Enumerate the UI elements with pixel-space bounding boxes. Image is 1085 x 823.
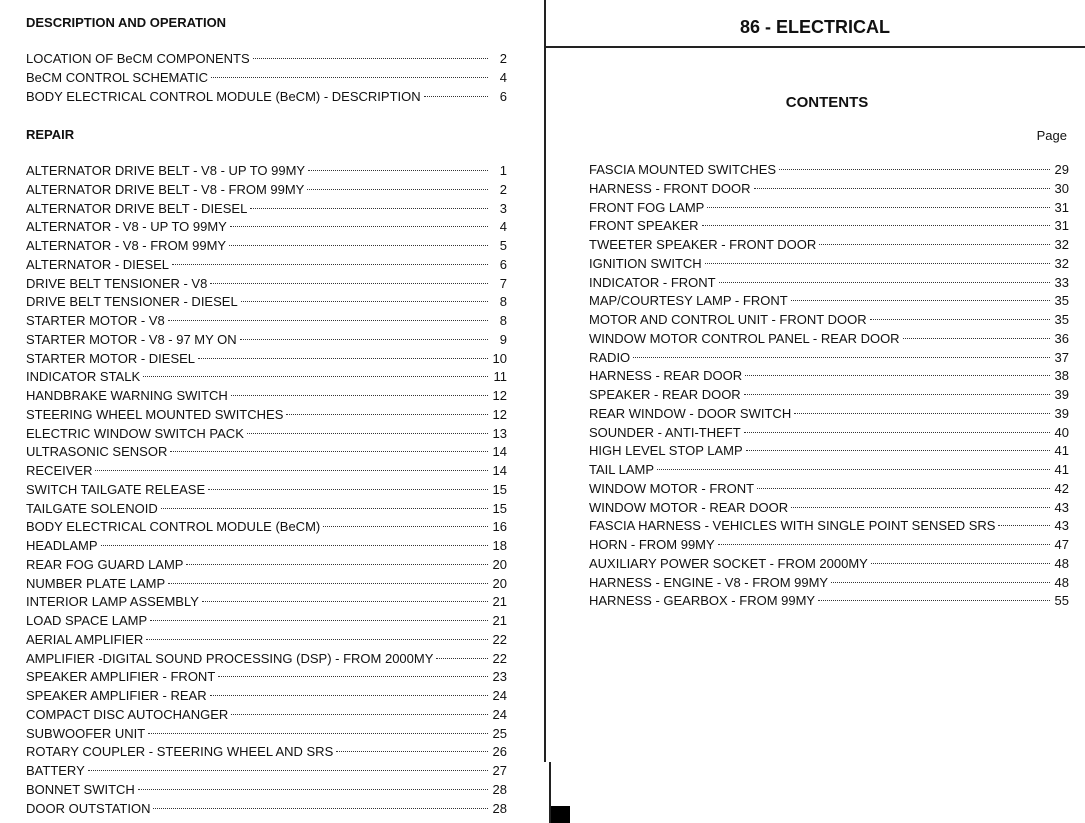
toc-entry xyxy=(589,199,1069,218)
toc-entry xyxy=(26,781,507,800)
dot-leader xyxy=(746,450,1050,451)
toc-entry-title: SPEAKER AMPLIFIER - REAR xyxy=(26,688,207,703)
dot-leader xyxy=(831,582,1049,583)
toc-entry-page: 42 xyxy=(1054,480,1069,496)
toc-entry-title: SUBWOOFER UNIT xyxy=(26,725,146,741)
toc-entry-title: ALTERNATOR - DIESEL xyxy=(26,256,170,272)
dot-leader xyxy=(754,188,1050,189)
toc-entry-title: FASCIA HARNESS - VEHICLES WITH SINGLE POINT SENSED SRS xyxy=(589,518,996,534)
dot-leader xyxy=(210,283,488,284)
dot-leader xyxy=(168,583,487,584)
toc-entry-title: IGNITION SWITCH xyxy=(589,255,702,271)
dot-leader xyxy=(718,544,1050,545)
toc-entry-page: 29 xyxy=(1054,162,1069,177)
toc-entry-title: HIGH LEVEL STOP LAMP xyxy=(589,443,743,459)
toc-entry xyxy=(26,762,507,781)
dot-leader xyxy=(168,320,488,321)
toc-entry xyxy=(26,406,507,425)
toc-entry-page: 28 xyxy=(492,800,507,816)
toc-entry-title: COMPACT DISC AUTOCHANGER xyxy=(26,706,229,722)
toc-entry-title: DOOR OUTSTATION xyxy=(26,800,151,816)
toc-entry xyxy=(589,386,1069,405)
toc-entry-title: STARTER MOTOR - DIESEL xyxy=(26,350,196,366)
toc-entry xyxy=(26,50,507,69)
dot-leader xyxy=(247,433,488,434)
toc-entry xyxy=(26,69,507,88)
dot-leader xyxy=(903,338,1050,339)
toc-entry xyxy=(589,217,1069,236)
toc-entry xyxy=(26,518,507,537)
dot-leader xyxy=(148,733,487,734)
toc-entry-page: 47 xyxy=(1054,537,1069,552)
toc-entry-title: FASCIA MOUNTED SWITCHES xyxy=(589,162,777,177)
toc-entry xyxy=(26,650,507,669)
toc-entry xyxy=(589,555,1069,574)
toc-entry-title: WINDOW MOTOR CONTROL PANEL - REAR DOOR xyxy=(589,330,900,346)
dot-leader xyxy=(230,226,488,227)
toc-entry xyxy=(26,425,507,444)
toc-entry-page: 43 xyxy=(1054,499,1069,515)
description-toc-list xyxy=(26,50,507,106)
toc-entry xyxy=(589,330,1069,349)
toc-entry xyxy=(26,612,507,631)
toc-entry-title: MAP/COURTESY LAMP - FRONT xyxy=(589,293,788,309)
toc-entry-title: STEERING WHEEL MOUNTED SWITCHES xyxy=(26,406,284,422)
toc-entry-page: 21 xyxy=(492,613,507,628)
toc-entry-title: NUMBER PLATE LAMP xyxy=(26,575,166,591)
toc-entry xyxy=(26,443,507,462)
toc-entry xyxy=(26,181,507,200)
toc-entry xyxy=(26,631,507,650)
toc-entry-title: BODY ELECTRICAL CONTROL MODULE (BeCM) - DESCRIPTION xyxy=(26,88,421,104)
toc-entry xyxy=(26,556,507,575)
toc-entry-title: INDICATOR - FRONT xyxy=(589,274,716,290)
toc-entry-page: 41 xyxy=(1054,443,1069,459)
toc-entry-title: ELECTRIC WINDOW SWITCH PACK xyxy=(26,425,244,441)
toc-entry-title: SPEAKER AMPLIFIER - FRONT xyxy=(26,669,216,685)
dot-leader xyxy=(870,319,1050,320)
toc-entry-title: SPEAKER - REAR DOOR xyxy=(589,387,741,402)
toc-entry-title: AERIAL AMPLIFIER xyxy=(26,631,144,647)
toc-entry xyxy=(26,350,507,369)
toc-entry-page: 6 xyxy=(499,88,507,104)
toc-entry-title: ALTERNATOR DRIVE BELT - V8 - UP TO 99MY xyxy=(26,163,306,178)
dot-leader xyxy=(202,601,488,602)
toc-entry-page: 41 xyxy=(1054,462,1069,477)
contents-title: CONTENTS xyxy=(785,94,869,111)
toc-entry-title: BODY ELECTRICAL CONTROL MODULE (BeCM) xyxy=(26,519,321,535)
toc-entry-page: 5 xyxy=(499,238,507,253)
toc-entry-page: 32 xyxy=(1054,237,1069,252)
dot-leader xyxy=(250,208,488,209)
toc-entry xyxy=(26,88,507,107)
dot-leader xyxy=(138,789,488,790)
toc-entry-page: 40 xyxy=(1054,424,1069,440)
dot-leader xyxy=(241,301,488,302)
toc-entry xyxy=(26,387,507,406)
toc-entry-title: ROTARY COUPLER - STEERING WHEEL AND SRS xyxy=(26,744,334,760)
toc-entry-title: REAR FOG GUARD LAMP xyxy=(26,556,184,572)
toc-entry-title: ALTERNATOR - V8 - UP TO 99MY xyxy=(26,219,227,235)
toc-entry-page: 18 xyxy=(492,538,507,553)
dot-leader xyxy=(153,808,487,809)
dot-leader xyxy=(744,432,1050,433)
dot-leader xyxy=(231,395,488,396)
toc-entry xyxy=(26,743,507,762)
toc-entry-page: 26 xyxy=(492,744,507,760)
toc-entry-title: DRIVE BELT TENSIONER - DIESEL xyxy=(26,294,238,310)
chapter-title: 86 - ELECTRICAL xyxy=(739,17,890,37)
toc-entry xyxy=(589,349,1069,368)
toc-entry-title: WINDOW MOTOR - REAR DOOR xyxy=(589,499,789,515)
dot-leader xyxy=(231,714,487,715)
toc-entry xyxy=(26,200,507,219)
contents-toc-list xyxy=(589,161,1069,611)
toc-entry-title: HANDBRAKE WARNING SWITCH xyxy=(26,388,228,403)
toc-entry-title: TWEETER SPEAKER - FRONT DOOR xyxy=(589,237,817,252)
toc-entry-page: 23 xyxy=(492,669,507,685)
toc-entry-title: TAIL LAMP xyxy=(589,462,655,477)
toc-entry xyxy=(26,312,507,331)
dot-leader xyxy=(198,358,488,359)
dot-leader xyxy=(779,169,1049,170)
toc-entry xyxy=(26,668,507,687)
toc-entry xyxy=(589,536,1069,555)
toc-entry-page: 12 xyxy=(492,406,507,422)
toc-entry-title: MOTOR AND CONTROL UNIT - FRONT DOOR xyxy=(589,312,867,327)
toc-entry-title: FRONT SPEAKER xyxy=(589,218,699,234)
toc-entry-page: 4 xyxy=(499,69,507,85)
toc-entry-page: 21 xyxy=(492,594,507,610)
dot-leader xyxy=(101,545,488,546)
toc-entry-title: WINDOW MOTOR - FRONT xyxy=(589,480,755,496)
dot-leader xyxy=(172,264,488,265)
toc-entry-page: 39 xyxy=(1054,387,1069,402)
toc-entry-title: AUXILIARY POWER SOCKET - FROM 2000MY xyxy=(589,555,868,571)
toc-entry xyxy=(589,255,1069,274)
dot-leader xyxy=(308,170,488,171)
toc-entry-page: 31 xyxy=(1054,199,1069,215)
toc-entry-page: 35 xyxy=(1054,312,1069,327)
repair-heading: REPAIR xyxy=(26,127,75,142)
toc-entry-title: RECEIVER xyxy=(26,463,93,478)
dot-leader xyxy=(307,189,488,190)
dot-leader xyxy=(211,77,488,78)
toc-entry-page: 24 xyxy=(492,688,507,703)
toc-entry xyxy=(26,687,507,706)
column-divider xyxy=(544,0,546,762)
toc-entry-title: LOCATION OF BeCM COMPONENTS xyxy=(26,51,250,66)
dot-leader xyxy=(702,225,1050,226)
toc-entry-page: 22 xyxy=(492,650,507,666)
toc-entry-title: RADIO xyxy=(589,349,631,365)
dot-leader xyxy=(818,600,1049,601)
toc-entry xyxy=(26,462,507,481)
dot-leader xyxy=(240,339,488,340)
toc-entry xyxy=(26,725,507,744)
dot-leader xyxy=(170,451,487,452)
toc-entry-title: ALTERNATOR - V8 - FROM 99MY xyxy=(26,238,227,253)
toc-entry-page: 12 xyxy=(492,388,507,403)
toc-entry-title: SWITCH TAILGATE RELEASE xyxy=(26,481,206,497)
toc-entry-page: 16 xyxy=(492,519,507,535)
toc-entry-page: 28 xyxy=(492,781,507,797)
dot-leader xyxy=(794,413,1049,414)
toc-entry xyxy=(26,593,507,612)
toc-entry-title: INTERIOR LAMP ASSEMBLY xyxy=(26,594,199,610)
toc-entry-page: 14 xyxy=(492,463,507,478)
toc-entry-title: STARTER MOTOR - V8 - 97 MY ON xyxy=(26,331,237,347)
toc-entry xyxy=(589,274,1069,293)
toc-entry-page: 10 xyxy=(492,350,507,366)
dot-leader xyxy=(871,563,1050,564)
toc-entry xyxy=(26,256,507,275)
toc-entry-page: 8 xyxy=(499,313,507,328)
toc-entry-title: ALTERNATOR DRIVE BELT - DIESEL xyxy=(26,200,248,216)
toc-entry-page: 48 xyxy=(1054,555,1069,571)
toc-entry xyxy=(26,275,507,294)
dot-leader xyxy=(253,58,488,59)
toc-entry xyxy=(26,368,507,387)
dot-leader xyxy=(998,525,1049,526)
toc-entry-page: 1 xyxy=(499,163,507,178)
toc-entry-page: 7 xyxy=(499,275,507,291)
dot-leader xyxy=(757,488,1049,489)
toc-entry-page: 20 xyxy=(492,556,507,572)
dot-leader xyxy=(705,263,1050,264)
page-edge-marker xyxy=(551,806,570,823)
toc-entry xyxy=(589,480,1069,499)
toc-entry-title: ULTRASONIC SENSOR xyxy=(26,444,168,460)
toc-entry-page: 9 xyxy=(499,331,507,347)
toc-entry-page: 55 xyxy=(1054,593,1069,609)
toc-entry-page: 31 xyxy=(1054,218,1069,234)
dot-leader xyxy=(208,489,487,490)
header-rule xyxy=(545,46,1085,48)
dot-leader xyxy=(745,375,1049,376)
toc-entry xyxy=(26,500,507,519)
toc-entry-title: ALTERNATOR DRIVE BELT - V8 - FROM 99MY xyxy=(26,181,305,197)
toc-entry xyxy=(26,706,507,725)
dot-leader xyxy=(719,282,1050,283)
toc-entry xyxy=(26,162,507,181)
toc-entry-title: BATTERY xyxy=(26,763,85,778)
dot-leader xyxy=(707,207,1049,208)
toc-entry xyxy=(589,405,1069,424)
dot-leader xyxy=(633,357,1049,358)
toc-entry-title: INDICATOR STALK xyxy=(26,369,141,385)
dot-leader xyxy=(657,469,1050,470)
toc-entry xyxy=(589,461,1069,480)
dot-leader xyxy=(436,658,487,659)
toc-entry-page: 38 xyxy=(1054,368,1069,384)
toc-entry-page: 4 xyxy=(499,219,507,235)
toc-entry xyxy=(589,424,1069,443)
toc-entry xyxy=(589,499,1069,518)
toc-entry-title: HARNESS - ENGINE - V8 - FROM 99MY xyxy=(589,574,829,590)
toc-entry-page: 27 xyxy=(492,763,507,778)
toc-entry xyxy=(589,292,1069,311)
toc-entry-title: HARNESS - GEARBOX - FROM 99MY xyxy=(589,593,816,609)
toc-entry-page: 48 xyxy=(1054,574,1069,590)
dot-leader xyxy=(161,508,488,509)
dot-leader xyxy=(95,470,487,471)
page-column-label: Page xyxy=(1036,128,1067,143)
dot-leader xyxy=(143,376,488,377)
toc-entry-title: SOUNDER - ANTI-THEFT xyxy=(589,424,741,440)
dot-leader xyxy=(424,96,488,97)
toc-entry xyxy=(26,800,507,819)
toc-entry-page: 39 xyxy=(1054,405,1069,421)
toc-entry-page: 36 xyxy=(1054,330,1069,346)
toc-entry-title: FRONT FOG LAMP xyxy=(589,199,705,215)
dot-leader xyxy=(218,676,487,677)
toc-entry-page: 43 xyxy=(1054,518,1069,534)
toc-entry xyxy=(26,218,507,237)
dot-leader xyxy=(791,300,1050,301)
toc-entry xyxy=(589,236,1069,255)
toc-entry xyxy=(589,592,1069,611)
toc-entry xyxy=(589,161,1069,180)
toc-entry-page: 22 xyxy=(492,631,507,647)
toc-entry-title: LOAD SPACE LAMP xyxy=(26,613,148,628)
toc-entry-title: BONNET SWITCH xyxy=(26,781,135,797)
dot-leader xyxy=(150,620,487,621)
toc-entry xyxy=(589,517,1069,536)
toc-entry-page: 20 xyxy=(492,575,507,591)
toc-entry-page: 32 xyxy=(1054,255,1069,271)
toc-entry-title: DRIVE BELT TENSIONER - V8 xyxy=(26,275,208,291)
dot-leader xyxy=(146,639,487,640)
toc-entry xyxy=(589,180,1069,199)
dot-leader xyxy=(88,770,488,771)
toc-entry-title: BeCM CONTROL SCHEMATIC xyxy=(26,69,209,85)
dot-leader xyxy=(286,414,487,415)
dot-leader xyxy=(744,394,1050,395)
toc-entry-page: 33 xyxy=(1054,274,1069,290)
dot-leader xyxy=(229,245,488,246)
repair-toc-list xyxy=(26,162,507,818)
toc-entry xyxy=(589,311,1069,330)
dot-leader xyxy=(819,244,1049,245)
toc-entry-title: STARTER MOTOR - V8 xyxy=(26,313,165,328)
toc-entry-page: 37 xyxy=(1054,349,1069,365)
toc-entry xyxy=(589,442,1069,461)
toc-entry-page: 2 xyxy=(499,181,507,197)
toc-entry-page: 14 xyxy=(492,444,507,460)
toc-entry-page: 35 xyxy=(1054,293,1069,309)
toc-entry xyxy=(26,575,507,594)
toc-entry-page: 25 xyxy=(492,725,507,741)
description-heading: DESCRIPTION AND OPERATION xyxy=(26,15,227,30)
toc-entry xyxy=(589,367,1069,386)
toc-entry-title: HEADLAMP xyxy=(26,538,98,553)
toc-entry xyxy=(26,537,507,556)
toc-entry-page: 2 xyxy=(499,51,507,66)
toc-entry xyxy=(26,293,507,312)
toc-entry-title: AMPLIFIER -DIGITAL SOUND PROCESSING (DSP) - FROM 2000MY xyxy=(26,650,434,666)
dot-leader xyxy=(323,526,487,527)
toc-entry-page: 6 xyxy=(499,256,507,272)
toc-entry-page: 15 xyxy=(492,500,507,516)
toc-entry-page: 8 xyxy=(499,294,507,310)
toc-entry-page: 15 xyxy=(492,481,507,497)
toc-entry xyxy=(589,574,1069,593)
toc-entry-title: REAR WINDOW - DOOR SWITCH xyxy=(589,405,792,421)
toc-entry-page: 11 xyxy=(493,369,507,385)
toc-entry-page: 24 xyxy=(492,706,507,722)
dot-leader xyxy=(791,507,1049,508)
toc-entry xyxy=(26,237,507,256)
toc-entry xyxy=(26,481,507,500)
toc-entry-title: HORN - FROM 99MY xyxy=(589,537,715,552)
dot-leader xyxy=(186,564,487,565)
dot-leader xyxy=(210,695,488,696)
toc-entry xyxy=(26,331,507,350)
toc-entry-page: 13 xyxy=(492,425,507,441)
toc-entry-title: TAILGATE SOLENOID xyxy=(26,500,158,516)
toc-entry-page: 3 xyxy=(499,200,507,216)
toc-entry-title: HARNESS - REAR DOOR xyxy=(589,368,743,384)
toc-entry-title: HARNESS - FRONT DOOR xyxy=(589,180,751,196)
dot-leader xyxy=(336,751,487,752)
toc-entry-page: 30 xyxy=(1054,180,1069,196)
